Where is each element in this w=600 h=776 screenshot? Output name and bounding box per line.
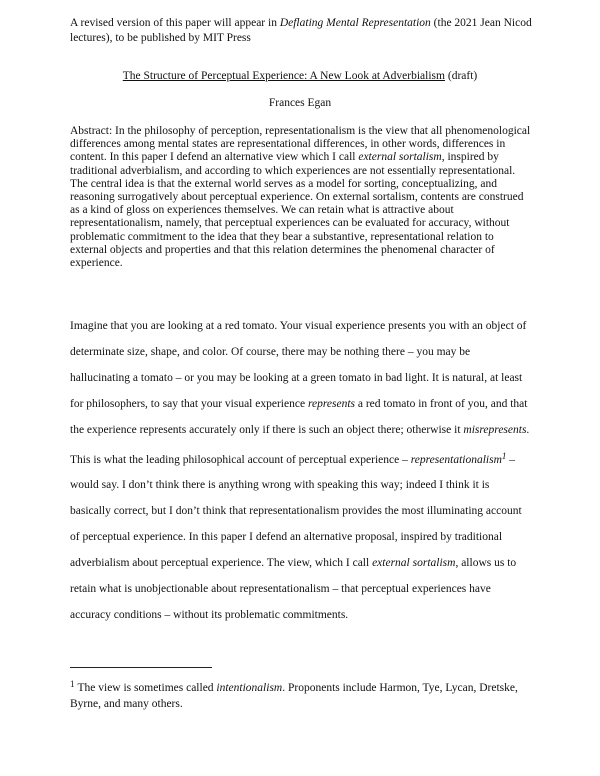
footnote: $^1$ The view is sometimes called intentionalism. Proponents include Harmon, Tye, Lycan, Dretske, Byrne, and many others. (70, 679, 518, 710)
abstract-term: external sortalism (358, 151, 442, 164)
publication-note: A revised version of this paper will appear in Deflating Mental Representation (the 2021 Jean Nicod lectures), to be published by MIT Press (70, 17, 532, 44)
author-name: Frances Egan (268, 97, 332, 109)
footnote-mark: 1 (501, 450, 507, 461)
paper-title (0, 70, 600, 82)
footnote-separator (70, 667, 212, 668)
book-title: Deflating Mental Representation (279, 17, 431, 29)
paper-title-suffix: (draft) (444, 70, 478, 82)
external-sortalism-term: external sortalism (372, 557, 456, 570)
paper-title-main: The Structure of Perceptual Experience: A New Look at Adverbialism (122, 70, 445, 82)
body-paragraph: Imagine that you are looking at a red tomato. Your visual experience presents you with an object of determinate size, shape, and color. Of course, there may be nothing there – you may be hallucinating a tomato – or you may be looking at a green tomato in bad light. It is natural, at least for philosophers, to say that your visual experience represents a red tomato in front of you, and that the experience represents accurately only if there is such an object there; otherwise it misrepresents. This is what the leading philosophical account of perceptual experience – representationalism$^1$ – would say. I don’t think there is anything wrong with speaking this way; indeed I think it is basically correct, but I don’t think that representationalism provides the most illuminating account of perceptual experience. In this paper I defend an alternative proposal, inspired by traditional adverbialism about perceptual experience. The view, which I call external sortalism, allows us to retain what is unobjectionable about representationalism – that perceptual experiences have accuracy conditions – without its problematic commitments. (70, 320, 530, 621)
abstract: Abstract: In the philosophy of perception, representationalism is the view that all phenomenological differences among mental states are representational differences, in other words, differences in content. In this paper I defend an alternative view which I call external sortalism, inspired by traditional adverbialism, and according to which experiences are not essentially representational. The central idea is that the external world serves as a model for sorting, conceptualizing, and reasoning surrogatively about perceptual experience. On external sortalism, contents are construed as a kind of gloss on experiences themselves. We can retain what is attractive about representationalism, namely, that perceptual experiences can be evaluated for accuracy, without problematic commitment to the idea that they bear a substantive, representational relation to external objects and properties and that this relation determines the phenomenal character of experience. (70, 125, 531, 270)
representationalism-term: representationalism (410, 453, 502, 466)
